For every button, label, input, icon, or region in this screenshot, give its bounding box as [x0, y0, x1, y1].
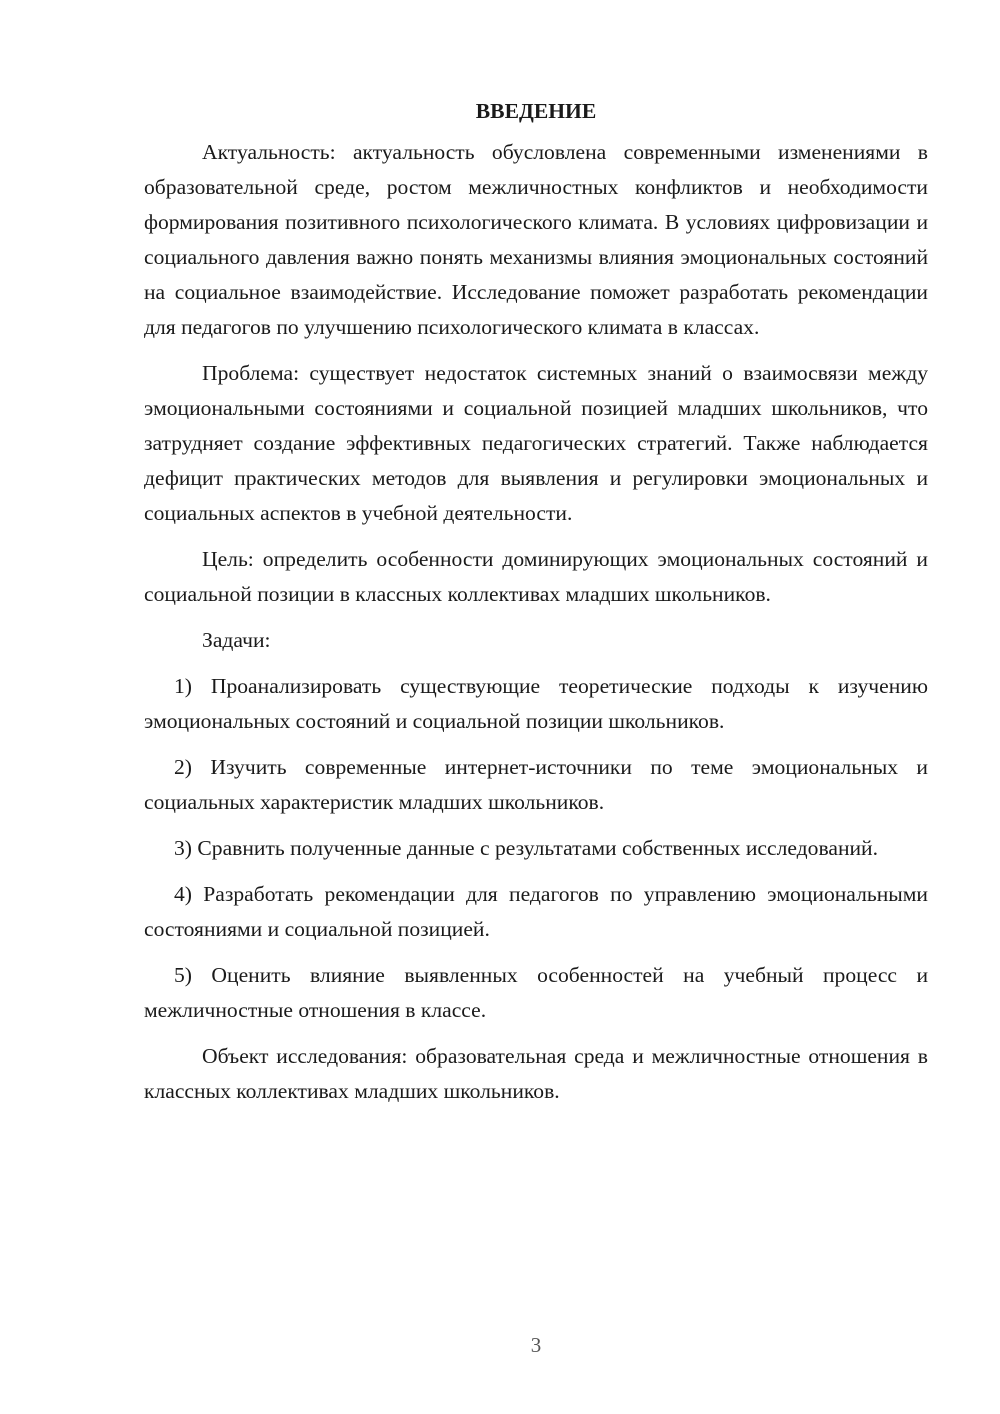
task-item-5: 5) Оценить влияние выявленных особенностей на учебный процесс и межличностные отношения в классе. [144, 963, 928, 1022]
task-item-1: 1) Проанализировать существующие теоретические подходы к изучению эмоциональных состояний и социальной позиции школьников. [144, 674, 928, 733]
task-item-4: 4) Разработать рекомендации для педагогов по управлению эмоциональными состояниями и социальной позицией. [144, 882, 928, 941]
section-heading: ВВЕДЕНИЕ [475, 99, 597, 123]
task-item-2: 2) Изучить современные интернет-источники по теме эмоциональных и социальных характеристик младших школьников. [144, 755, 928, 814]
page-number: 3 [530, 1333, 542, 1357]
paragraph-problem: Проблема: существует недостаток системных знаний о взаимосвязи между эмоциональными состояниями и социальной позицией младших школьников, что затрудняет создание эффективных педагогических стратегий. Также наблюдается дефицит практических методов для выявления и регулировки эмоциональных и социальных аспектов в учебной деятельности. [144, 361, 928, 525]
task-item-3: 3) Сравнить полученные данные с результатами собственных исследований. [174, 836, 879, 860]
paragraph-object: Объект исследования: образовательная среда и межличностные отношения в классных коллективах младших школьников. [144, 1044, 928, 1103]
paragraph-relevance: Актуальность: актуальность обусловлена современными изменениями в образовательной среде, ростом межличностных конфликтов и необходимости формирования позитивного психологического климата. В условиях цифровизации и социального давления важно понять механизмы влияния эмоциональных состояний на социальное взаимодействие. Исследование поможет разработать рекомендации для педагогов по улучшению психологического климата в классах. [144, 140, 928, 339]
paragraph-tasks-label: Задачи: [202, 628, 271, 652]
document-page [144, 94, 928, 1109]
paragraph-goal: Цель: определить особенности доминирующих эмоциональных состояний и социальной позиции в классных коллективах младших школьников. [144, 547, 928, 606]
